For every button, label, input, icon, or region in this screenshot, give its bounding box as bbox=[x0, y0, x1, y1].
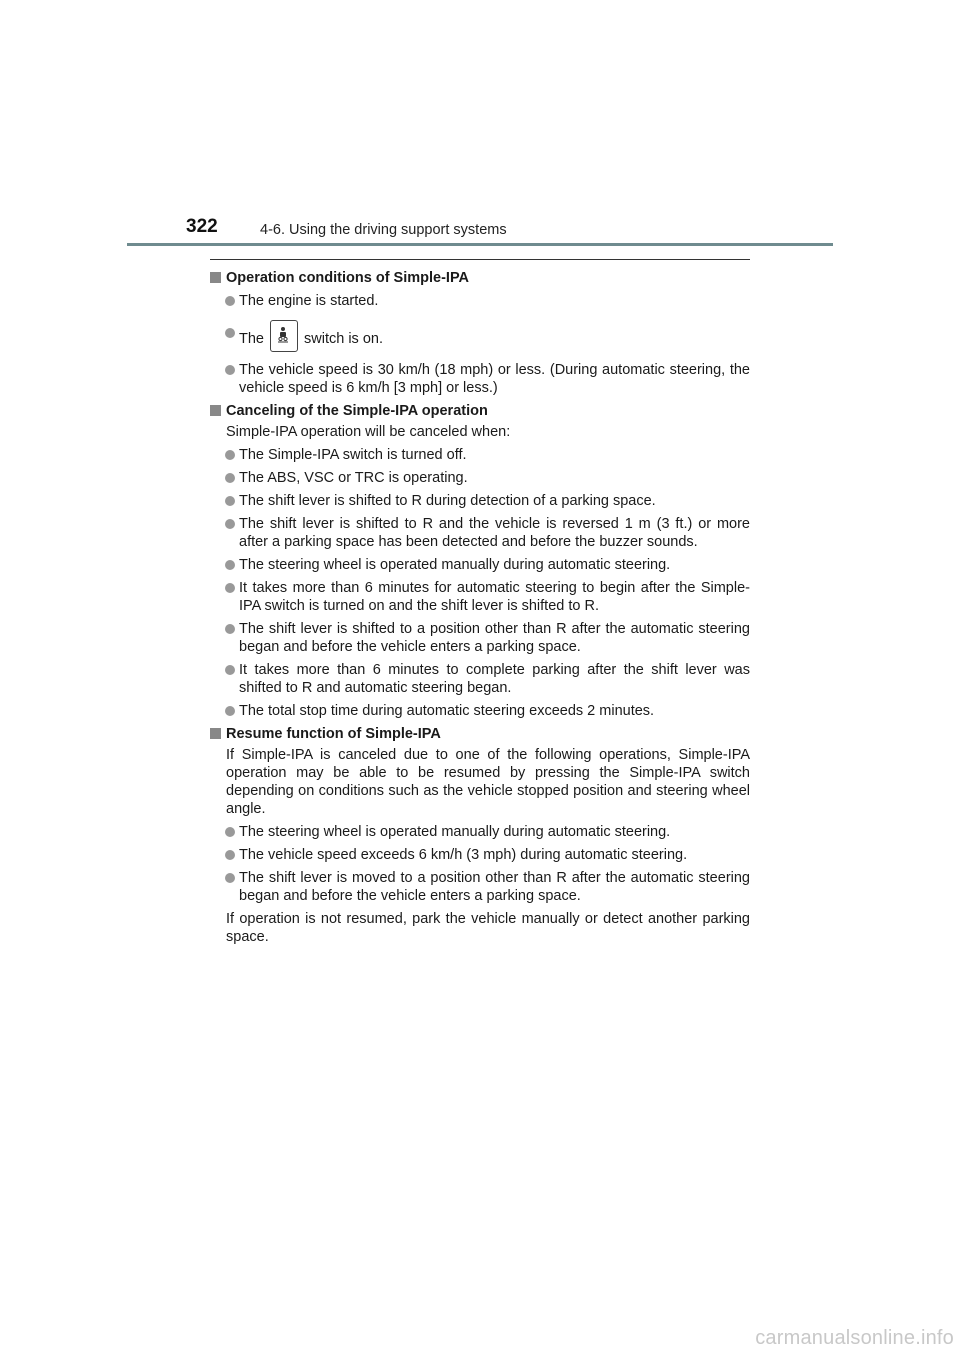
square-bullet-icon bbox=[210, 272, 221, 283]
list-item: The shift lever is shifted to a position other than R after the automatic steering began and before the vehicle enters a parking space. bbox=[210, 620, 750, 656]
circle-bullet-icon bbox=[225, 473, 235, 483]
circle-bullet-icon bbox=[225, 365, 235, 375]
circle-bullet-icon bbox=[225, 519, 235, 529]
circle-bullet-icon bbox=[225, 296, 235, 306]
list-item: The steering wheel is operated manually during automatic steering. bbox=[210, 556, 750, 574]
paragraph: If Simple-IPA is canceled due to one of the following operations, Simple-IPA operation may be able to be resumed by pressing the Simple-IPA switch depending on conditions such as the vehicle stopped position and steering wheel angle. bbox=[226, 747, 750, 817]
page-number: 322 bbox=[186, 216, 218, 237]
paragraph: If operation is not resumed, park the vehicle manually or detect another parking space. bbox=[226, 911, 750, 945]
list-item: It takes more than 6 minutes for automatic steering to begin after the Simple-IPA switch is turned on and the shift lever is shifted to R. bbox=[210, 579, 750, 615]
simple-ipa-switch-icon bbox=[270, 320, 298, 352]
list-item: The vehicle speed exceeds 6 km/h (3 mph) during automatic steering. bbox=[210, 846, 750, 864]
circle-bullet-icon bbox=[225, 496, 235, 506]
circle-bullet-icon bbox=[225, 706, 235, 716]
circle-bullet-icon bbox=[225, 665, 235, 675]
list-item: The switch is on. bbox=[210, 320, 750, 352]
paragraph: Simple-IPA operation will be canceled when: bbox=[226, 424, 511, 440]
list-item: The steering wheel is operated manually during automatic steering. bbox=[210, 823, 750, 841]
header-bar bbox=[127, 243, 833, 246]
section-rule bbox=[210, 259, 750, 260]
heading-resume-function: Resume function of Simple-IPA bbox=[210, 725, 750, 743]
circle-bullet-icon bbox=[225, 450, 235, 460]
list-item: The shift lever is shifted to R and the vehicle is reversed 1 m (3 ft.) or more after a parking space has been detected and before the buzzer sounds. bbox=[210, 515, 750, 551]
heading-canceling: Canceling of the Simple-IPA operation bbox=[210, 402, 750, 420]
list-item: The shift lever is shifted to R during detection of a parking space. bbox=[210, 492, 750, 510]
circle-bullet-icon bbox=[225, 827, 235, 837]
square-bullet-icon bbox=[210, 728, 221, 739]
circle-bullet-icon bbox=[225, 873, 235, 883]
list-item: The total stop time during automatic steering exceeds 2 minutes. bbox=[210, 702, 750, 720]
page-header bbox=[186, 214, 786, 240]
heading-operation-conditions: Operation conditions of Simple-IPA bbox=[210, 269, 750, 287]
list-item: It takes more than 6 minutes to complete parking after the shift lever was shifted to R and automatic steering began. bbox=[210, 661, 750, 697]
list-item: The shift lever is moved to a position other than R after the automatic steering began and before the vehicle enters a parking space. bbox=[210, 869, 750, 905]
list-item: The vehicle speed is 30 km/h (18 mph) or less. (During automatic steering, the vehicle speed is 6 km/h [3 mph] or less.) bbox=[210, 361, 750, 397]
page-content bbox=[210, 264, 750, 946]
list-item: The ABS, VSC or TRC is operating. bbox=[210, 469, 750, 487]
circle-bullet-icon bbox=[225, 560, 235, 570]
watermark-logo: carmanualsonline.info bbox=[755, 1327, 954, 1349]
circle-bullet-icon bbox=[225, 328, 235, 338]
list-item: The engine is started. bbox=[210, 292, 750, 310]
circle-bullet-icon bbox=[225, 624, 235, 634]
list-item: The Simple-IPA switch is turned off. bbox=[210, 446, 750, 464]
circle-bullet-icon bbox=[225, 583, 235, 593]
square-bullet-icon bbox=[210, 405, 221, 416]
section-title: 4-6. Using the driving support systems bbox=[260, 222, 507, 238]
circle-bullet-icon bbox=[225, 850, 235, 860]
